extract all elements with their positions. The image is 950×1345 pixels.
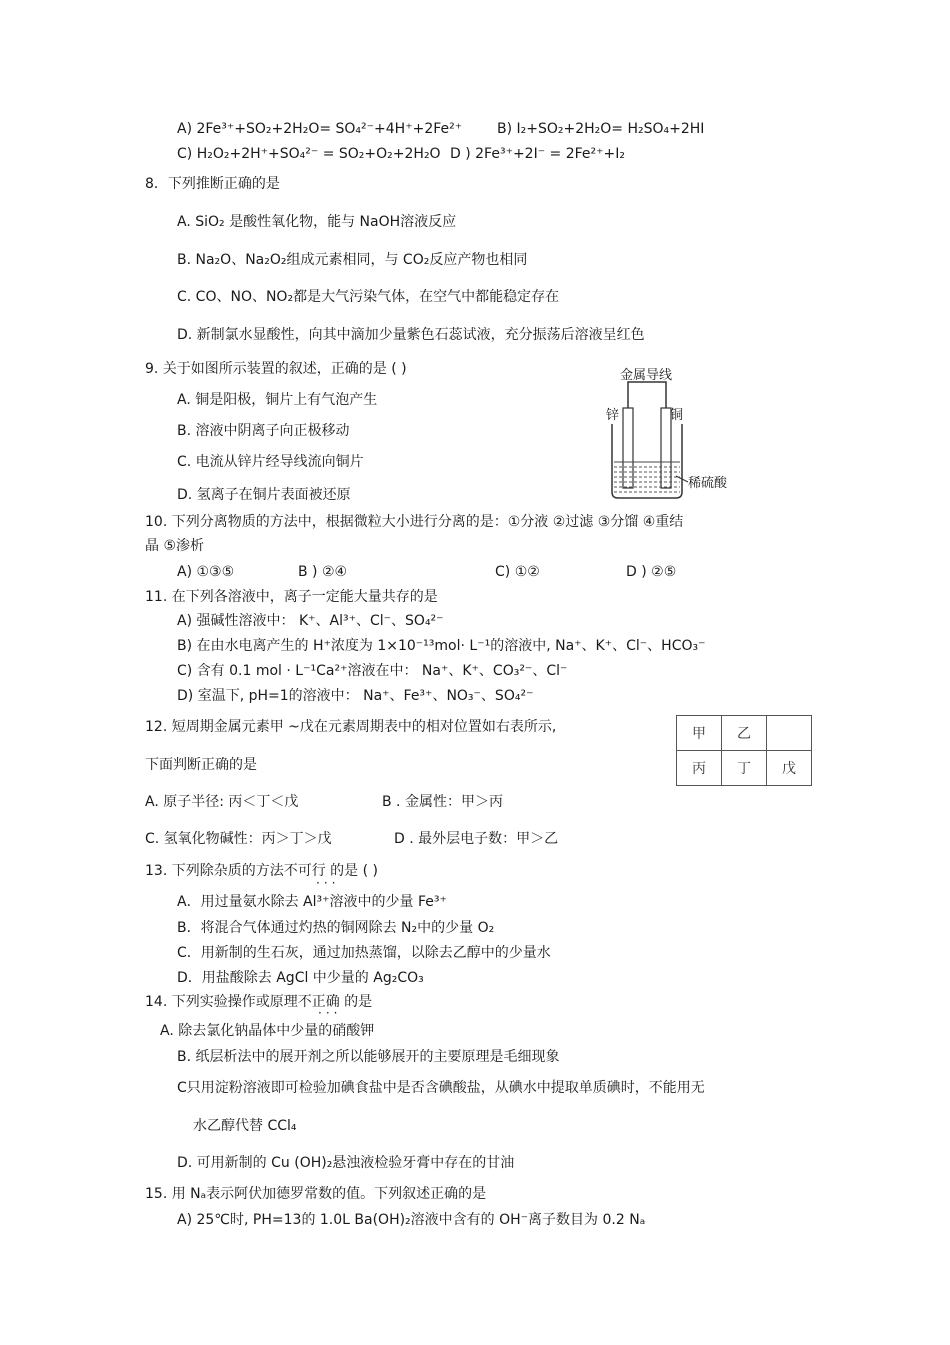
q9-option-a: A. 铜是阳极，铜片上有气泡产生 [177,392,378,408]
zinc-label: 锌 [606,408,620,423]
q10-option-c: C) ①② [495,564,540,580]
galvanic-cell-diagram [600,364,750,504]
copper-label: 铜 [670,408,684,423]
wire-label: 金属导线 [620,368,673,383]
cell-empty [767,716,812,751]
q14-option-a: A. 除去氯化钠晶体中少量的硝酸钾 [160,1023,375,1039]
q11-option-d: D) 室温下, pH=1的溶液中： Na⁺、Fe³⁺、NO₃⁻、SO₄²⁻ [177,688,534,704]
q11-stem: 11. 在下列各溶液中，离子一定能大量共存的是 [145,589,438,605]
q11-option-c: C) 含有 0.1 mol · L⁻¹Ca²⁺溶液在中： Na⁺、K⁺、CO₃²⁻、Cl⁻ [177,663,568,679]
table-row [677,716,812,751]
q12-option-a: A. 原子半径: 丙＜丁＜戊 [145,794,299,810]
q10-option-b: B ) ②④ [298,564,348,580]
q10-stem-line2: 晶 ⑤渗析 [145,538,205,554]
q9-option-b: B. 溶液中阴离子向正极移动 [177,423,350,439]
q12-stem-line2: 下面判断正确的是 [145,757,257,773]
q8-option-a: A. SiO₂ 是酸性氧化物，能与 NaOH溶液反应 [177,214,457,230]
q8-option-b: B. Na₂O、Na₂O₂组成元素相同，与 CO₂反应产物也相同 [177,252,528,268]
q14-option-c-line1: C只用淀粉溶液即可检验加碘食盐中是否含碘酸盐，从碘水中提取单质碘时，不能用无 [177,1080,705,1096]
solution-label: 稀硫酸 [688,476,728,491]
cell-jia: 甲 [677,716,722,751]
q10-option-a: A) ①③⑤ [177,564,235,580]
q7-option-d: D ) 2Fe³⁺+2I⁻ = 2Fe²⁺+I₂ [450,146,626,162]
q8-stem: 8．下列推断正确的是 [145,176,280,192]
q12-option-b: B . 金属性：甲＞丙 [382,794,503,810]
q7-option-b: B) I₂+SO₂+2H₂O= H₂SO₄+2HI [497,121,705,137]
cell-ding: 丁 [722,751,767,786]
q13-stem: 13. 下列除杂质的方法不可行 的是 ( ) [145,863,378,879]
zinc-electrode [623,408,633,488]
cell-yi: 乙 [722,716,767,751]
q7-option-a: A) 2Fe³⁺+SO₂+2H₂O= SO₄²⁻+4H⁺+2Fe²⁺ [177,121,463,137]
q10-option-d: D ) ②⑤ [626,564,677,580]
q14-option-d: D. 可用新制的 Cu (OH)₂悬浊液检验牙膏中存在的甘油 [177,1155,515,1171]
q15-stem: 15. 用 Nₐ表示阿伏加德罗常数的值。下列叙述正确的是 [145,1186,487,1202]
q12-option-c: C. 氢氧化物碱性：丙＞丁＞戊 [145,831,332,847]
q7-option-c: C) H₂O₂+2H⁺+SO₄²⁻ = SO₂+O₂+2H₂O [177,146,441,162]
q8-option-d: D. 新制氯水显酸性，向其中滴加少量紫色石蕊试液，充分振荡后溶液呈红色 [177,327,645,343]
emphasis-dots: ··· [318,1006,342,1020]
emphasis-dots: ··· [316,876,340,890]
q11-option-b: B) 在由水电离产生的 H⁺浓度为 1×10⁻¹³mol· L⁻¹的溶液中, Na⁺、K⁺、Cl⁻、HCO₃⁻ [177,638,706,654]
q13-option-c: C．用新制的生石灰，通过加热蒸馏，以除去乙醇中的少量水 [177,945,551,961]
q10-stem-line1: 10. 下列分离物质的方法中，根据微粒大小进行分离的是：①分液 ②过滤 ③分馏 ④重结 [145,514,684,530]
q8-option-c: C. CO、NO、NO₂都是大气污染气体，在空气中都能稳定存在 [177,289,560,305]
q12-stem-line1: 12. 短周期金属元素甲 ~戊在元素周期表中的相对位置如右表所示, [145,719,557,735]
table-row [677,751,812,786]
q14-option-c-line2: 水乙醇代替 CCl₄ [193,1118,297,1134]
q13-option-a: A．用过量氨水除去 Al³⁺溶液中的少量 Fe³⁺ [177,894,447,910]
q15-option-a: A) 25℃时, PH=13的 1.0L Ba(OH)₂溶液中含有的 OH⁻离子数目为 0.2 Nₐ [177,1212,646,1228]
galvanic-cell-figure [600,364,750,504]
cell-bing: 丙 [677,751,722,786]
q12-option-d: D . 最外层电子数：甲＞乙 [394,831,559,847]
q13-option-d: D．用盐酸除去 AgCl 中少量的 Ag₂CO₃ [177,970,424,986]
q14-option-b: B. 纸层析法中的展开剂之所以能够展开的主要原理是毛细现象 [177,1049,560,1065]
metal-wire [628,382,666,408]
q9-option-d: D. 氢离子在铜片表面被还原 [177,487,351,503]
q13-option-b: B．将混合气体通过灼热的铜网除去 N₂中的少量 O₂ [177,920,495,936]
q9-option-c: C. 电流从锌片经导线流向铜片 [177,454,364,470]
q11-option-a: A) 强碱性溶液中： K⁺、Al³⁺、Cl⁻、SO₄²⁻ [177,613,444,629]
q9-stem: 9. 关于如图所示装置的叙述，正确的是 ( ) [145,361,407,377]
q14-stem: 14. 下列实验操作或原理不正确 的是 [145,994,373,1010]
periodic-table-fragment [676,715,812,786]
cell-wu: 戊 [767,751,812,786]
